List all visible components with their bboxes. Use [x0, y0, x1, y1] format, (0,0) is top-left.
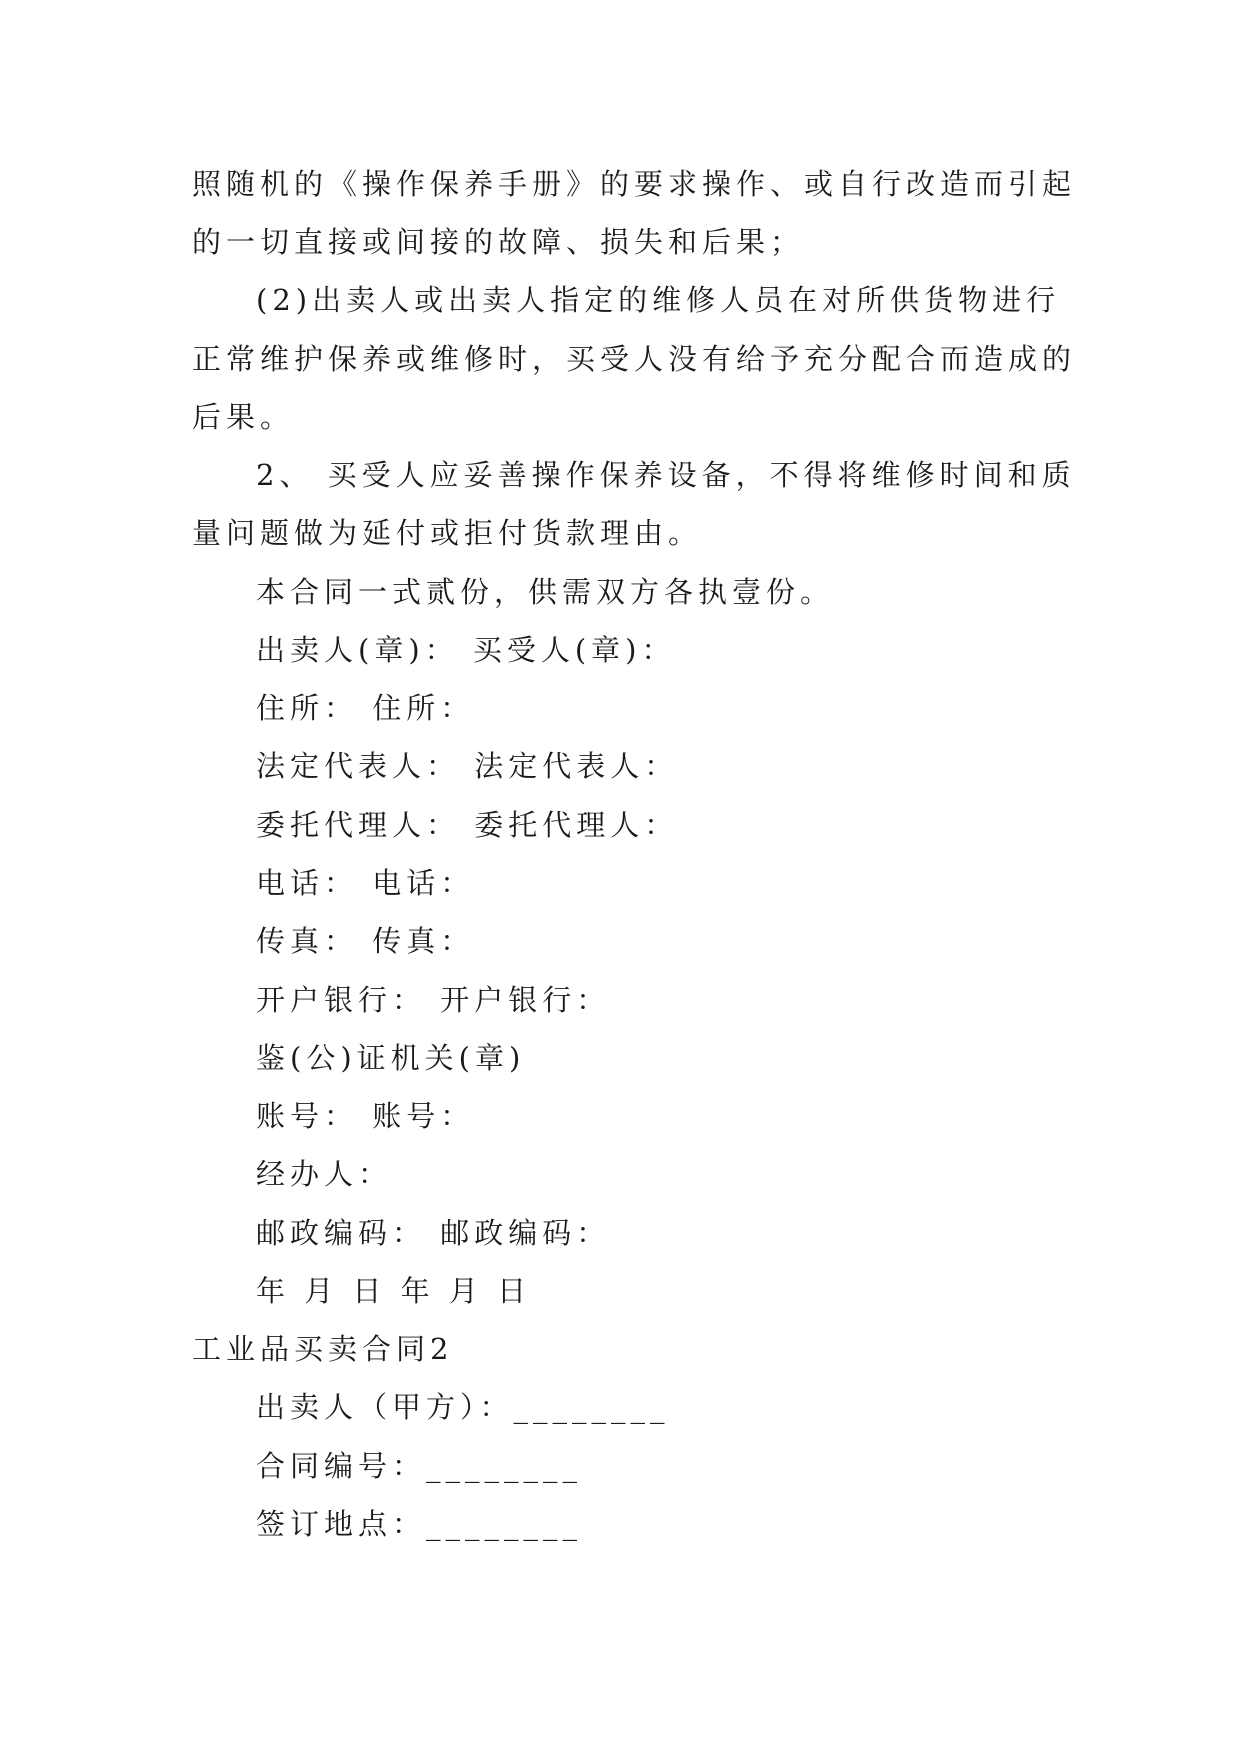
- signature-field-line: 鉴(公)证机关(章): [256, 1041, 526, 1075]
- body-text-line: 照随机的《操作保养手册》的要求操作、或自行改造而引起: [192, 167, 1077, 201]
- signature-field-line: 邮政编码： 邮政编码：: [256, 1216, 611, 1250]
- signature-field-line: 经办人：: [256, 1157, 393, 1191]
- contract-field-line: 签订地点：________: [256, 1507, 583, 1541]
- body-text-line: 的一切直接或间接的故障、损失和后果；: [192, 225, 805, 259]
- body-text-line: 量问题做为延付或拒付货款理由。: [192, 516, 703, 550]
- body-text-line: 2、 买受人应妥善操作保养设备，不得将维修时间和质: [256, 458, 1076, 492]
- signature-field-line: 住所： 住所：: [256, 691, 475, 725]
- signature-field-line: 传真： 传真：: [256, 924, 475, 958]
- signature-field-line: 委托代理人： 委托代理人：: [256, 808, 679, 842]
- body-text-line: (2)出卖人或出卖人指定的维修人员在对所供货物进行: [256, 283, 1061, 317]
- date-line: 年 月 日 年 月 日: [256, 1274, 532, 1308]
- signature-field-line: 法定代表人： 法定代表人：: [256, 749, 679, 783]
- signature-field-line: 电话： 电话：: [256, 866, 475, 900]
- body-text-line: 本合同一式贰份，供需双方各执壹份。: [256, 575, 835, 609]
- body-text-line: 正常维护保养或维修时，买受人没有给予充分配合而造成的: [192, 342, 1077, 376]
- signature-field-line: 开户银行： 开户银行：: [256, 983, 611, 1017]
- contract-field-line: 出卖人（甲方）：________: [256, 1390, 670, 1424]
- body-text-line: 后果。: [192, 400, 295, 434]
- contract-field-line: 合同编号：________: [256, 1449, 583, 1483]
- signature-field-line: 出卖人(章)： 买受人(章)：: [256, 633, 676, 667]
- signature-field-line: 账号： 账号：: [256, 1099, 475, 1133]
- contract-title: 工业品买卖合同2: [192, 1332, 454, 1366]
